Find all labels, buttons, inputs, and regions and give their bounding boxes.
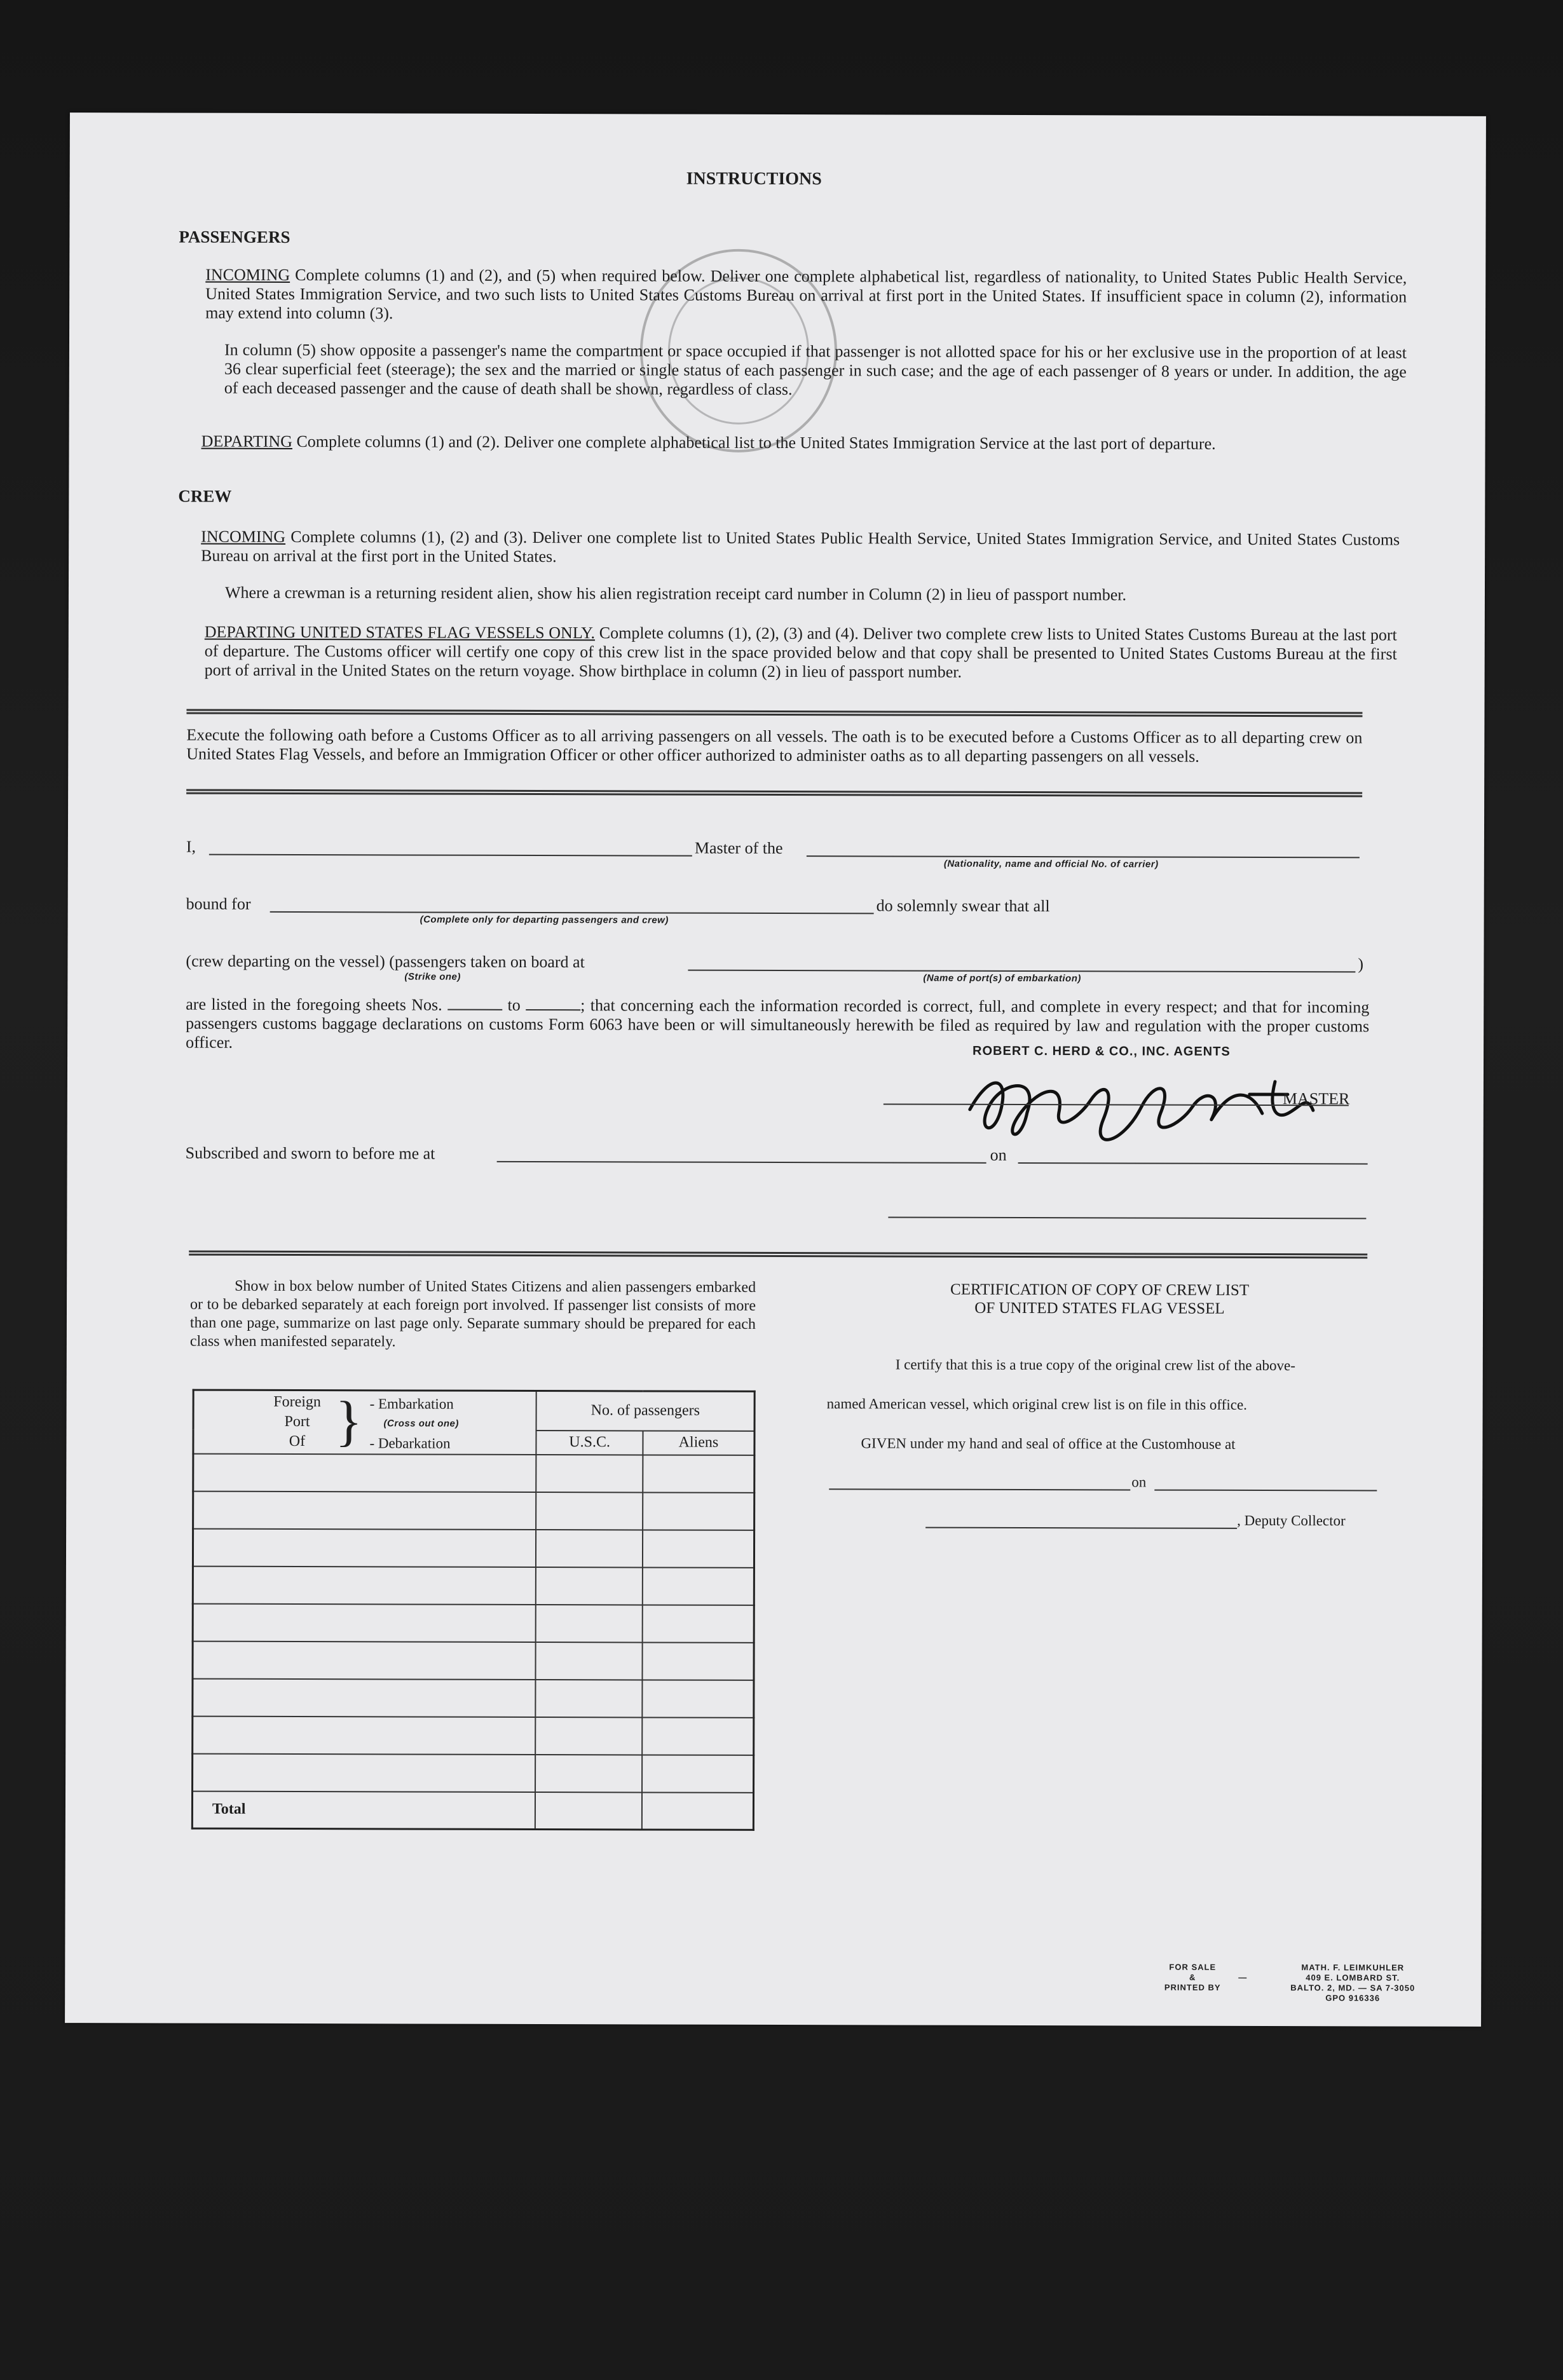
crew-departing-paragraph: [205, 623, 1397, 683]
brace-glyph: }: [335, 1391, 362, 1453]
officer-signature-field[interactable]: [888, 1216, 1366, 1219]
total-label: Total: [192, 1791, 535, 1829]
printer-imprint-right: MATH. F. LEIMKUHLER 409 E. LOMBARD ST. BALTO. 2, MD. — SA 7-3050 GPO 916336: [1290, 1962, 1416, 2003]
certify-line1: I certify that this is a true copy of the original crew list of the above-: [895, 1356, 1295, 1374]
passengers-departing-label: DEPARTING: [201, 432, 293, 451]
passengers-incoming-paragraph: [205, 266, 1407, 326]
crew-resident-paragraph: Where a crewman is a returning resident alien, show his alien registration receipt card number in Column (2) in lieu of passport number.: [224, 583, 1127, 604]
listed-text-a: are listed in the foregoing sheets Nos.: [186, 995, 442, 1014]
carrier-caption: (Nationality, name and official No. of carrier): [943, 858, 1159, 870]
crew-incoming-paragraph: [201, 527, 1400, 569]
table-row: [193, 1716, 754, 1755]
bound-for-label: bound for: [186, 894, 251, 913]
passengers-departing-paragraph: [201, 432, 1407, 454]
embarkation-label[interactable]: - Embarkation: [369, 1396, 454, 1412]
certification-date-field[interactable]: [1154, 1490, 1377, 1492]
passengers-column5-paragraph: In column (5) show opposite a passenger's name the compartment or space occupied if that passenger is not allotted space for his or her exclusive use in the proportion of at least 36 clear superficial feet (steerage); the sex and the married or single status of each passenger in such case; and the age of each passenger of 8 years or under. In addition, the age of each deceased passenger and the cause of death shall be shown, regardless of class.: [224, 340, 1407, 399]
listed-text-b: ; that concerning each the information recorded is correct, full, and complete in every respect; and that for incoming passengers customs baggage declarations on customs Form 6063 have been or will simultaneously herewith be filed as required by law and regulation with the proper customs officer.: [186, 996, 1370, 1052]
total-usc-cell[interactable]: [535, 1792, 642, 1830]
aliens-header: Aliens: [643, 1431, 754, 1455]
table-row: [193, 1753, 754, 1792]
certify-line2: named American vessel, which original crew list is on file in this office.: [826, 1396, 1247, 1413]
sheet-to-field[interactable]: [526, 1009, 580, 1010]
divider-rule: [186, 709, 1362, 717]
passengers-departing-text: Complete columns (1) and (2). Deliver one complete alphabetical list to the United States Immigration Service at the last port of departure.: [296, 432, 1216, 453]
port-label: Port: [284, 1413, 310, 1431]
foreign-label: Foreign: [273, 1393, 321, 1411]
sworn-location-field[interactable]: [497, 1161, 986, 1164]
close-paren: ): [1358, 955, 1364, 974]
table-row: [193, 1603, 754, 1642]
table-row: [193, 1566, 754, 1605]
passengers-incoming-label: INCOMING: [205, 265, 290, 284]
passenger-summary-table: [191, 1389, 756, 1831]
no-passengers-header: No. of passengers: [536, 1391, 754, 1431]
master-label: MASTER: [1282, 1089, 1350, 1108]
given-text: GIVEN under my hand and seal of office at the Customhouse at: [861, 1435, 1236, 1452]
certification-title: [874, 1280, 1325, 1318]
crew-departing-text: Complete columns (1), (2), (3) and (4). Deliver two complete crew lists to United States Customs Bureau at the last port of departure. The Customs officer will certify one copy of this crew list in the space provided below and that copy shall be presented to United States Customs Bureau at the first port of arrival in the United States on the return voyage. Show birthplace in column (2) in lieu of passport number.: [204, 623, 1397, 681]
passengers-heading: PASSENGERS: [179, 227, 290, 247]
oath-i-label: I,: [186, 837, 196, 856]
port-caption: (Name of port(s) of embarkation): [923, 972, 1081, 984]
instructions-title: INSTRUCTIONS: [686, 168, 822, 189]
embarkation-port-field[interactable]: [688, 970, 1355, 973]
oath-intro: Execute the following oath before a Customs Officer as to all arriving passengers on all vessels. The oath is to be executed before a Customs Officer as to all departing crew on United States Flag Vessels, and before an Immigration Officer or other officer authorized to administer oaths as to all departing passengers on all vessels.: [186, 725, 1363, 766]
table-row: [193, 1641, 754, 1680]
usc-header: U.S.C.: [536, 1431, 643, 1455]
certification-title-line2: OF UNITED STATES FLAG VESSEL: [974, 1299, 1225, 1317]
deputy-collector-label: , Deputy Collector: [1237, 1512, 1346, 1529]
total-row: [192, 1791, 753, 1830]
customhouse-field[interactable]: [829, 1488, 1130, 1490]
printer-imprint-left: FOR SALE & PRINTED BY: [1164, 1962, 1221, 1992]
bound-for-caption: (Complete only for departing passengers and crew): [420, 914, 669, 926]
subscribed-label: Subscribed and sworn to before me at: [185, 1143, 435, 1163]
deputy-collector-signature-field[interactable]: [925, 1527, 1237, 1529]
strike-one-caption: (Strike one): [404, 971, 461, 983]
listed-to: to: [507, 995, 521, 1014]
swear-text: do solemnly swear that all: [876, 896, 1050, 916]
total-aliens-cell[interactable]: [642, 1792, 754, 1830]
table-row: [193, 1491, 754, 1530]
agent-stamp-text: ROBERT C. HERD & CO., INC. AGENTS: [973, 1044, 1231, 1059]
bound-for-field[interactable]: [270, 911, 874, 914]
divider-rule: [186, 789, 1362, 798]
carrier-field[interactable]: [807, 855, 1360, 858]
crew-incoming-label: INCOMING: [201, 527, 286, 546]
table-row: [193, 1528, 754, 1567]
crew-departing-text: (crew departing on the vessel) (passengers taken on board at: [186, 951, 585, 972]
summary-instructions: Show in box below number of United States Citizens and alien passengers embarked or to be debarked separately at each foreign port involved. If passenger list consists of more than one page, summarize on last page only. Separate summary should be prepared for each class when manifested separately.: [189, 1277, 756, 1350]
divider-rule: [189, 1251, 1367, 1259]
table-row: [193, 1678, 754, 1717]
cross-out-caption: (Cross out one): [383, 1418, 459, 1429]
printer-dash: —: [1238, 1972, 1248, 1982]
master-of-label: Master of the: [694, 838, 783, 858]
sheet-from-field[interactable]: [447, 1009, 502, 1010]
master-name-field[interactable]: [209, 854, 692, 857]
crew-incoming-text: Complete columns (1), (2) and (3). Deliver one complete list to United States Public Health Service, United States Immigration Service, and United States Customs Bureau on arrival at the first port in the United States.: [201, 527, 1400, 566]
of-label: Of: [289, 1432, 306, 1450]
certification-on-label: on: [1131, 1474, 1147, 1490]
table-row: [193, 1453, 754, 1492]
debarkation-label[interactable]: - Debarkation: [369, 1435, 451, 1452]
on-label: on: [990, 1145, 1007, 1164]
form-page: [65, 112, 1486, 2027]
certification-title-line1: CERTIFICATION OF COPY OF CREW LIST: [950, 1281, 1250, 1299]
crew-departing-label: DEPARTING UNITED STATES FLAG VESSELS ONLY.: [204, 622, 596, 643]
sworn-date-field[interactable]: [1018, 1162, 1368, 1164]
passengers-incoming-text: Complete columns (1) and (2), and (5) when required below. Deliver one complete alphabetical list, regardless of nationality, to United States Public Health Service, United States Immigration Service, and two such lists to United States Customs Bureau on arrival at first port in the United States. If insufficient space in column (2), information may extend into column (3).: [205, 266, 1407, 323]
table-header-row: [193, 1390, 754, 1431]
crew-heading: CREW: [178, 486, 232, 506]
